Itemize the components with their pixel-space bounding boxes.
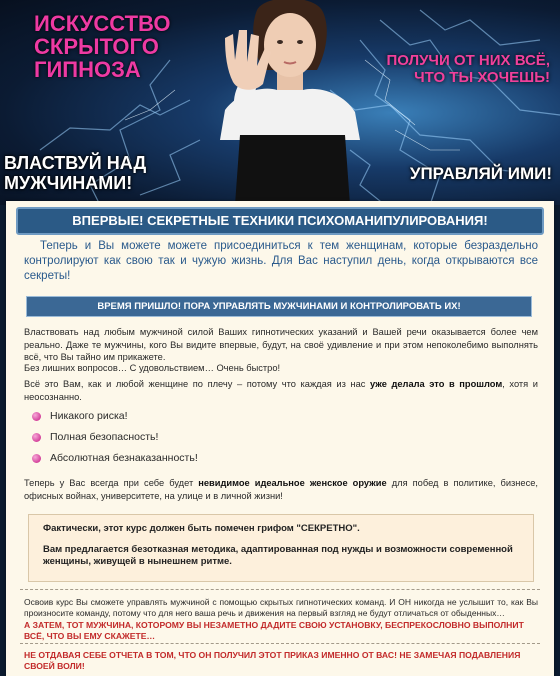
list-item-label: Никакого риска!: [50, 410, 128, 422]
hero-banner: [0, 0, 560, 205]
list-item-label: Полная безопасность!: [50, 431, 159, 443]
rule-men-slogan-line: МУЖЧИНАМИ!: [4, 173, 133, 193]
paragraph-power: Властвовать над любым мужчиной силой Ваших гипнотических указаний и Вашей речи оказывается более чем реально. Даже те мужчины, кого Вы видите впервые, будут, на своё удивление и при этом непоколебимо выполнять всё, что Вы тайно им прикажете.: [24, 327, 538, 362]
pink-bullet-icon: [32, 454, 41, 463]
dashed-divider: [20, 589, 540, 590]
paragraph-course: Освоив курс Вы сможете управлять мужчиной с помощью скрытых гипнотических команд. И ОН никогда не услышит то, как Вы произносите команду, потому что для него ваша речь и движения на первый взгляд не будут отличаться от обыденных…: [24, 597, 538, 618]
rule-men-slogan: [4, 153, 146, 193]
sub-headline: ВРЕМЯ ПРИШЛО! ПОРА УПРАВЛЯТЬ МУЖЧИНАМИ И КОНТРОЛИРОВАТЬ ИХ!: [26, 296, 532, 317]
paragraph-emphasis: уже делала это в прошлом: [369, 379, 503, 389]
secret-note-title: Фактически, этот курс должен быть помечен грифом "СЕКРЕТНО".: [43, 523, 360, 534]
paragraph-text: для побед в политике, бизнесе, офисных войнах, университете, на улице и в личной жизни!: [24, 478, 539, 501]
intro-paragraph: Теперь и Вы можете можете присоединиться к тем женщинам, которые безраздельно контролируют как свою так и чужую жизнь. Для Вас наступил день, когда открываются все секреты!: [24, 240, 538, 282]
list-item: [32, 427, 332, 448]
site-title-line: ИСКУССТВО: [34, 11, 171, 36]
woman-photo: [185, 0, 385, 205]
list-item-label: Абсолютная безнаказанность!: [50, 452, 198, 464]
main-headline: ВПЕРВЫЕ! СЕКРЕТНЫЕ ТЕХНИКИ ПСИХОМАНИПУЛИРОВАНИЯ!: [16, 207, 544, 235]
promise-slogan-line: ЧТО ТЫ ХОЧЕШЬ!: [414, 69, 550, 86]
benefit-list: [32, 406, 332, 469]
caps-statement: НЕ ОТДАВАЯ СЕБЕ ОТЧЕТА В ТОМ, ЧТО ОН ПОЛУЧИЛ ЭТОТ ПРИКАЗ ИМЕННО ОТ ВАС! НЕ ЗАМЕЧАЯ ПОДАВЛЕНИЯ СВОЕЙ ВОЛИ!: [24, 650, 521, 671]
paragraph-text: Всё это Вам, как и любой женщине по плечу – потому что каждая из нас: [24, 379, 370, 389]
secret-note-box: [28, 514, 534, 582]
paragraph-text: , хотя и неосознанно.: [24, 379, 538, 402]
paragraph-weapon: [24, 477, 538, 502]
list-item: [32, 448, 332, 469]
list-item: [32, 406, 332, 427]
control-them-slogan: УПРАВЛЯЙ ИМИ!: [409, 164, 552, 183]
dashed-divider: [20, 643, 540, 644]
paragraph-emphasis: невидимое идеальное женское оружие: [198, 478, 387, 488]
site-title: [34, 12, 194, 81]
caps-statement: А ЗАТЕМ, ТОТ МУЖЧИНА, КОТОРОМУ ВЫ НЕЗАМЕТНО ДАДИТЕ СВОЮ УСТАНОВКУ, БЕСПРЕКОСЛОВНО ВЫПОЛНИТ ВСЁ, ЧТО ВЫ ЕМУ СКАЖЕТЕ…: [24, 620, 524, 641]
promise-slogan-line: ПОЛУЧИ ОТ НИХ ВСЁ,: [386, 52, 550, 69]
site-title-line: ГИПНОЗА: [34, 57, 141, 82]
paragraph-no-questions: Без лишних вопросов… С удовольствием… Очень быстро!: [24, 363, 281, 373]
paragraph-text: Теперь у Вас всегда при себе будет: [24, 478, 199, 488]
pink-bullet-icon: [32, 412, 41, 421]
content-panel: [6, 201, 554, 676]
site-title-line: СКРЫТОГО: [34, 34, 159, 59]
pink-bullet-icon: [32, 433, 41, 442]
secret-note-text: Вам предлагается безотказная методика, адаптированная под нужды и возможности современной женщины, живущей в нынешнем ритме.: [43, 544, 513, 567]
rule-men-slogan-line: ВЛАСТВУЙ НАД: [4, 153, 147, 173]
paragraph-past-experience: [24, 378, 538, 403]
promise-slogan: [380, 52, 550, 86]
